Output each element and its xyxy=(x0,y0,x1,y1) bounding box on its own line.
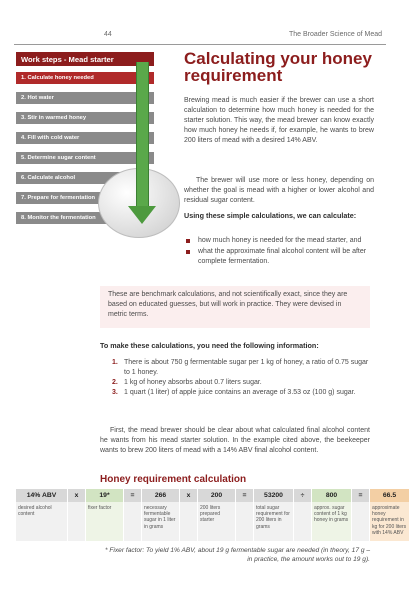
book-title: The Broader Science of Mead xyxy=(289,31,382,38)
calc-cell xyxy=(236,489,254,541)
step-4: 4. Fill with cold water xyxy=(16,132,154,144)
calc-value: 53200 xyxy=(254,489,293,502)
calc-description: total sugar requirement for 200 liters in grams xyxy=(256,505,290,530)
calc-cell xyxy=(180,489,198,541)
calc-value: 266 xyxy=(142,489,179,502)
step-8: 8. Monitor the fermentation xyxy=(16,212,154,224)
calc-cell xyxy=(294,489,312,541)
numbered-item: 2. 1 kg of honey absorbs about 0.7 liters sugar. xyxy=(112,379,262,386)
intro-paragraph: Brewing mead is much easier if the brewer can use a short calculation to determine how much honey is needed for the starter solution. This way, the mead brewer can know exactly how much honey he needs if, for example, he wants to brew 200 liters of mead with a desired 14% ABV. xyxy=(184,97,374,144)
page-header xyxy=(14,28,386,42)
calc-cell xyxy=(352,489,370,541)
calc-description: necessary fermentable sugar in 1 liter in grams xyxy=(144,505,176,530)
calc-description: fixer factor xyxy=(88,505,112,511)
intro-paragraph-2: The brewer will use more or less honey, depending on whether the goal is mead with a higher or lower alcohol and residual sugar content. xyxy=(184,177,374,204)
step-3: 3. Stir in warmed honey xyxy=(16,112,154,124)
calc-description: desired alcohol content xyxy=(18,505,52,518)
calc-cell xyxy=(142,489,180,541)
calc-cell xyxy=(312,489,352,541)
bullet-list xyxy=(184,236,374,268)
calc-value: 800 xyxy=(312,489,351,502)
calc-value: = xyxy=(124,489,141,502)
calc-description: approx. sugar content of 1 kg honey in grams xyxy=(314,505,349,524)
step-7: 7. Prepare for fermentation xyxy=(16,192,154,204)
calc-cell xyxy=(16,489,68,541)
calc-value: = xyxy=(236,489,253,502)
bullet-item: how much honey is needed for the mead starter, and xyxy=(184,236,374,246)
note-box: These are benchmark calculations, and not scientifically exact, since they are based on educated guesses, but will work in practice. They were devised in metric terms. xyxy=(100,286,370,328)
calc-table xyxy=(16,489,407,541)
calc-value: x xyxy=(68,489,85,502)
progress-arrow-icon xyxy=(136,62,149,210)
numbered-item: 3. 1 quart (1 liter) of apple juice contains an average of 3.53 oz (100 g) sugar. xyxy=(112,389,356,396)
step-6: 6. Calculate alcohol xyxy=(16,172,154,184)
paragraph-3: First, the mead brewer should be clear about what calculated final alcohol content he wants from his mead starter solution. In the example cited above, the beekeeper wants to brew 200 liters of mead with a 14% ABV final alcohol content. xyxy=(100,427,370,454)
bullet-item: what the approximate final alcohol content will be after complete fermentation. xyxy=(184,247,374,267)
bullet-square-icon xyxy=(186,250,190,254)
numbered-list xyxy=(112,358,370,398)
calc-cell xyxy=(198,489,236,541)
calc-cell xyxy=(254,489,294,541)
bullet-square-icon xyxy=(186,239,190,243)
header-rule xyxy=(14,44,386,45)
calc-value: x xyxy=(180,489,197,502)
calc-cell xyxy=(86,489,124,541)
footnote: * Fixer factor: To yield 1% ABV, about 19 g fermentable sugar are needed (in theory, 17 g – in practice, the amount works out to 19 g). xyxy=(104,547,370,563)
calc-value: 200 xyxy=(198,489,235,502)
work-steps-title: Work steps - Mead starter xyxy=(16,52,154,66)
section-title: Calculating your honey requirement xyxy=(184,49,372,85)
arrow-head-icon xyxy=(128,206,156,224)
calc-description: 200 liters prepared starter xyxy=(200,505,221,524)
calc-cell xyxy=(68,489,86,541)
calc-description: approximate honey requirement in kg for 200 liters with 14% ABV xyxy=(372,505,407,536)
numbered-item: 1. There is about 750 g fermentable sugar per 1 kg of honey, a ratio of 0.75 sugar to 1 honey. xyxy=(112,359,369,376)
calc-value: ÷ xyxy=(294,489,311,502)
step-1: 1. Calculate honey needed xyxy=(16,72,154,84)
step-5: 5. Determine sugar content xyxy=(16,152,154,164)
step-2: 2. Hot water xyxy=(16,92,154,104)
info-lead: To make these calculations, you need the following information: xyxy=(100,341,319,350)
calc-lead: Using these simple calculations, we can calculate: xyxy=(184,211,357,220)
calc-value: 19* xyxy=(86,489,123,502)
calc-value: 66.5 xyxy=(370,489,409,502)
calc-value: = xyxy=(352,489,369,502)
calc-cell xyxy=(124,489,142,541)
calc-value: 14% ABV xyxy=(16,489,67,502)
page-number: 44 xyxy=(104,31,112,38)
calc-cell xyxy=(370,489,410,541)
calc-title: Honey requirement calculation xyxy=(100,474,247,485)
